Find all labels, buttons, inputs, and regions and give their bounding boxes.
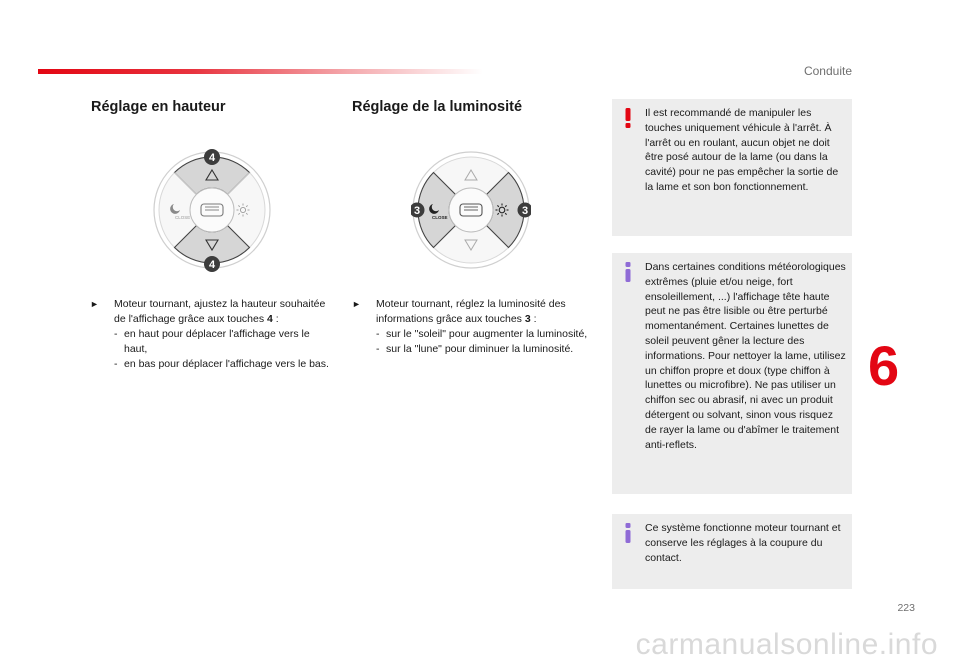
brightness-control-pad	[411, 146, 531, 274]
info-note-2	[612, 514, 852, 589]
list-item: - en bas pour déplacer l'affichage vers le bas.	[114, 358, 329, 370]
bullet-arrow-icon: ►	[90, 299, 99, 309]
chapter-number: 6	[868, 334, 900, 397]
warning-note	[612, 99, 852, 236]
height-adjust-instructions	[90, 297, 330, 372]
badge-left: 3	[413, 205, 421, 217]
close-label: CLOSE	[432, 215, 448, 220]
height-adjust-heading: Réglage en hauteur	[91, 99, 226, 115]
info-icon	[620, 522, 636, 544]
brightness-instructions	[352, 297, 597, 357]
chapter-title: Conduite	[803, 64, 852, 78]
instruction-bullet: ► Moteur tournant, réglez la luminosité des informations grâce aux touches 3 :	[352, 298, 566, 325]
watermark: carmanualsonline.info	[635, 628, 938, 661]
list-item: - sur la "lune" pour diminuer la luminosité.	[376, 343, 574, 355]
height-control-pad	[152, 146, 272, 274]
page-number: 223	[897, 602, 915, 614]
warning-text: Il est recommandé de manipuler les touches uniquement véhicule à l'arrêt. À l'arrêt ou en roulant, aucun objet ne doit être posé autour de la lame (ou dans la cavité) pour ne pas empêcher la sortie de la lame et son bon fonctionnement.	[645, 107, 839, 193]
close-label: CLOSE	[175, 215, 191, 220]
info-icon	[620, 261, 636, 283]
bullet-arrow-icon: ►	[352, 299, 361, 309]
badge-top: 4	[208, 152, 216, 164]
info-text-2: Ce système fonctionne moteur tournant et conserve les réglages à la coupure du contact.	[645, 522, 841, 564]
chapter-color-bar	[38, 69, 483, 74]
badge-bottom: 4	[208, 259, 216, 271]
badge-right: 3	[521, 205, 529, 217]
info-note	[612, 253, 852, 494]
info-text: Dans certaines conditions météorologiques extrêmes (pluie et/ou neige, fort ensoleillement, ...) l'affichage tête haute peut ne pas être lisible ou être perturbé momentanément. Certaines lunettes de soleil peuvent gêner la lecture des informations. Pour nettoyer la lame, utilisez un chiffon propre et doux (type chiffon à lunettes ou microfibre). Ne pas utiliser un chiffon sec ou abrasif, ni avec un produit détergent ou solvant, sinon vous risquez de rayer la lame ou d'abîmer le traitement anti-reflets.	[645, 261, 846, 451]
warning-exclamation-icon	[620, 107, 636, 129]
brightness-heading: Réglage de la luminosité	[352, 99, 523, 115]
list-item: - sur le "soleil" pour augmenter la luminosité,	[376, 328, 588, 340]
instruction-bullet: ► Moteur tournant, ajustez la hauteur souhaitée de l'affichage grâce aux touches 4 :	[90, 298, 326, 325]
list-item: - en haut pour déplacer l'affichage vers le haut,	[114, 328, 310, 355]
